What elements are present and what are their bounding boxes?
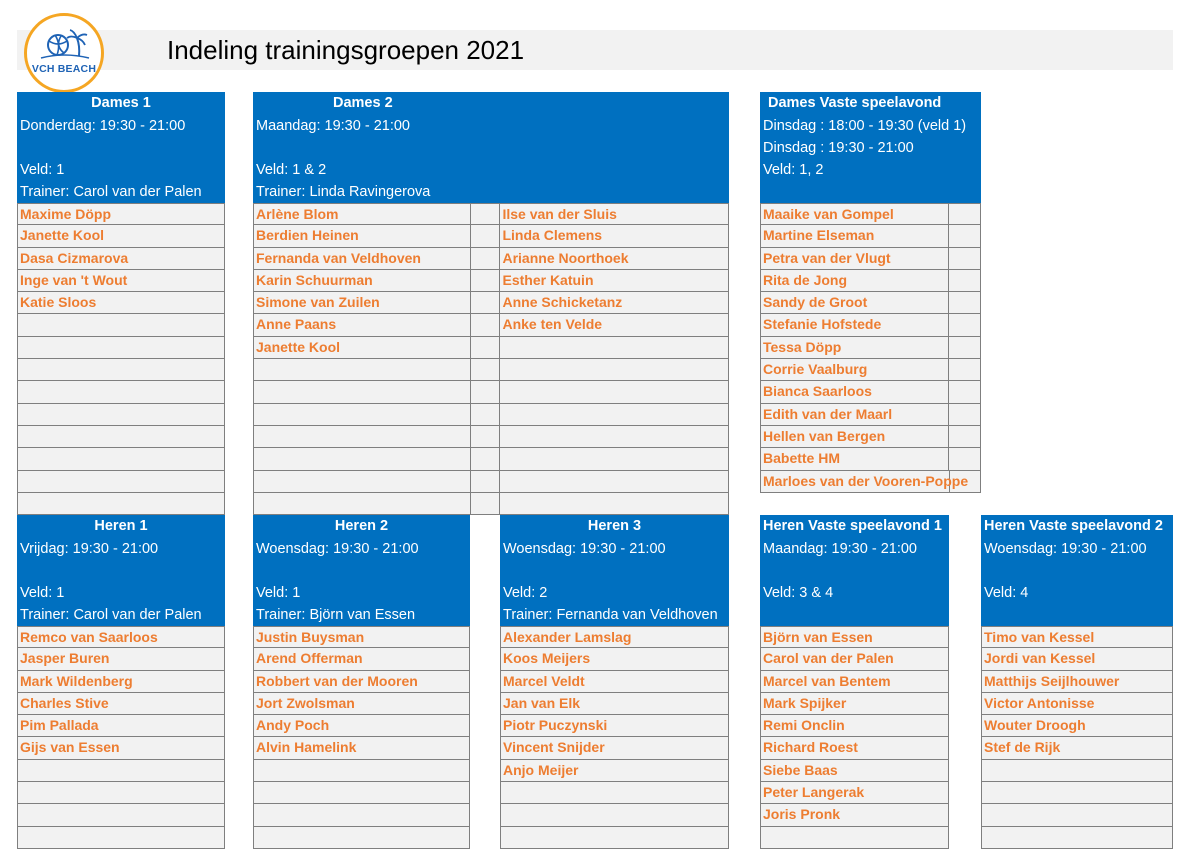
group-name: Dames 2: [333, 95, 393, 111]
spacer-cell: [471, 381, 501, 402]
member-name-cell: Carol van der Palen: [761, 648, 949, 669]
spacer-cell: [949, 204, 981, 224]
table-row: [761, 715, 949, 737]
member-name-cell: Anne Paans: [254, 314, 471, 335]
table-row: [254, 715, 470, 737]
table-row: [254, 782, 470, 804]
table-row: [254, 760, 470, 782]
spacer-cell: [949, 404, 981, 425]
member-name-cell: Siebe Baas: [761, 760, 949, 781]
spacer-cell: [949, 337, 981, 358]
member-name-cell: Jordi van Kessel: [982, 648, 1173, 669]
spacer-cell: [949, 292, 981, 313]
member-name-cell: Remi Onclin: [761, 715, 949, 736]
table-row: [761, 827, 949, 849]
group-dames-2: [253, 92, 729, 515]
member-name-cell: Timo van Kessel: [982, 627, 1173, 647]
group-day: Woensdag: 19:30 - 21:00: [256, 541, 419, 557]
table-row: [761, 471, 981, 493]
member-name-cell: Babette HM: [761, 448, 949, 469]
group-heren-vaste-speelavond-1: [760, 515, 949, 849]
member-list: [253, 626, 470, 849]
spacer-cell: [471, 292, 501, 313]
table-row: [254, 471, 729, 493]
member-name-cell: Linda Clemens: [500, 225, 729, 246]
table-row: [254, 626, 470, 648]
spacer-cell: [471, 314, 501, 335]
table-row: [18, 804, 225, 826]
group-name: Heren 1: [94, 518, 148, 534]
spacer-cell: [471, 204, 501, 224]
member-list: [253, 203, 729, 515]
spacer-cell: [949, 448, 981, 469]
member-list: [760, 626, 949, 849]
table-row: [18, 671, 225, 693]
spacer-cell: [471, 404, 501, 425]
member-name-cell: Peter Langerak: [761, 782, 949, 803]
table-row: [254, 337, 729, 359]
member-list: [17, 203, 225, 515]
group-heren-3: [500, 515, 729, 849]
member-name-cell: Justin Buysman: [254, 627, 470, 647]
group-name: Dames Vaste speelavond: [768, 95, 942, 111]
club-logo: [24, 13, 104, 93]
member-name-cell: Remco van Saarloos: [18, 627, 225, 647]
table-row: [18, 381, 225, 403]
member-name-cell: Anke ten Velde: [500, 314, 729, 335]
table-row: [982, 760, 1173, 782]
table-row: [982, 804, 1173, 826]
table-row: [761, 693, 949, 715]
table-row: [254, 804, 470, 826]
group-field: Veld: 4: [984, 585, 1029, 601]
group-header: [253, 515, 470, 626]
logo-text: VCH BEACH: [31, 63, 97, 75]
table-row: [18, 471, 225, 493]
table-row: [761, 671, 949, 693]
member-name-cell: Richard Roest: [761, 737, 949, 758]
member-name-cell: Janette Kool: [254, 337, 471, 358]
table-row: [18, 203, 225, 225]
spacer-cell: [950, 471, 981, 492]
member-name-cell: [254, 471, 471, 492]
member-name-cell: [254, 426, 471, 447]
table-row: [761, 359, 981, 381]
table-row: [18, 426, 225, 448]
member-name-cell: Mark Spijker: [761, 693, 949, 714]
member-name-cell: Stef de Rijk: [982, 737, 1173, 758]
group-day: Dinsdag : 18:00 - 19:30 (veld 1): [763, 118, 967, 134]
group-trainer: Trainer: Linda Ravingerova: [256, 184, 431, 200]
group-day: Woensdag: 19:30 - 21:00: [984, 541, 1147, 557]
group-field: Veld: 1: [20, 585, 65, 601]
table-row: [18, 359, 225, 381]
table-row: [18, 225, 225, 247]
member-name-cell: Pim Pallada: [18, 715, 225, 736]
member-list: [500, 626, 729, 849]
table-row: [501, 693, 729, 715]
member-name-cell: Petra van der Vlugt: [761, 248, 949, 269]
member-name-cell: Tessa Döpp: [761, 337, 949, 358]
member-name-cell: Marcel Veldt: [501, 671, 729, 692]
table-row: [501, 648, 729, 670]
member-name-cell: Marcel van Bentem: [761, 671, 949, 692]
member-name-cell: [501, 782, 729, 803]
table-row: [501, 671, 729, 693]
table-row: [501, 782, 729, 804]
member-name-cell: [254, 404, 471, 425]
member-name-cell: [501, 827, 729, 848]
table-row: [18, 448, 225, 470]
group-day: Donderdag: 19:30 - 21:00: [20, 118, 186, 134]
table-row: [761, 337, 981, 359]
spacer-cell: [471, 337, 501, 358]
page-title: Indeling trainingsgroepen 2021: [167, 35, 525, 65]
member-name-cell: Arianne Noorthoek: [500, 248, 729, 269]
table-row: [18, 404, 225, 426]
group-header: [17, 515, 225, 626]
member-name-cell: [254, 782, 470, 803]
member-name-cell: [18, 404, 225, 425]
group-trainer: Trainer: Carol van der Palen: [20, 607, 202, 623]
table-row: [982, 737, 1173, 759]
member-name-cell: Inge van 't Wout: [18, 270, 225, 291]
table-row: [254, 648, 470, 670]
member-name-cell: Joris Pronk: [761, 804, 949, 825]
spacer-cell: [949, 426, 981, 447]
member-name-cell: Katie Sloos: [18, 292, 225, 313]
spacer-cell: [471, 426, 501, 447]
table-row: [501, 626, 729, 648]
spacer-cell: [471, 248, 501, 269]
group-header: [981, 515, 1173, 626]
group-day: Vrijdag: 19:30 - 21:00: [20, 541, 159, 557]
member-name-cell: [18, 448, 225, 469]
member-name-cell: [18, 359, 225, 380]
member-name-cell: [18, 782, 225, 803]
member-name-cell: Wouter Droogh: [982, 715, 1173, 736]
member-name-cell: Vincent Snijder: [501, 737, 729, 758]
group-header: [760, 515, 949, 626]
member-name-cell: Anjo Meijer: [501, 760, 729, 781]
member-name-cell: [982, 804, 1173, 825]
table-row: [761, 626, 949, 648]
spacer-cell: [471, 493, 501, 514]
member-name-cell: [501, 804, 729, 825]
table-row: [254, 693, 470, 715]
member-name-cell: [500, 359, 729, 380]
member-name-cell: [18, 827, 225, 848]
table-row: [254, 448, 729, 470]
group-header: [253, 92, 729, 203]
member-name-cell: Jort Zwolsman: [254, 693, 470, 714]
table-row: [982, 782, 1173, 804]
group-heren-2: [253, 515, 470, 849]
table-row: [18, 827, 225, 849]
table-row: [761, 248, 981, 270]
group-field: Veld: 1 & 2: [256, 162, 327, 178]
table-row: [761, 314, 981, 336]
member-name-cell: Koos Meijers: [501, 648, 729, 669]
group-name: Heren Vaste speelavond 2: [984, 518, 1163, 534]
table-row: [18, 782, 225, 804]
group-field: Veld: 1: [256, 585, 301, 601]
member-name-cell: Dasa Cizmarova: [18, 248, 225, 269]
group-name: Heren 3: [587, 518, 642, 534]
member-name-cell: [18, 314, 225, 335]
member-name-cell: [982, 782, 1173, 803]
table-row: [761, 782, 949, 804]
member-name-cell: [254, 359, 471, 380]
group-header: [500, 515, 729, 626]
table-row: [982, 693, 1173, 715]
group-day: Woensdag: 19:30 - 21:00: [503, 541, 666, 557]
table-row: [18, 270, 225, 292]
spacer-cell: [949, 225, 981, 246]
member-name-cell: [500, 404, 729, 425]
table-row: [761, 737, 949, 759]
member-name-cell: [254, 381, 471, 402]
member-name-cell: Alvin Hamelink: [254, 737, 470, 758]
group-name: Dames 1: [91, 95, 151, 111]
member-name-cell: [500, 426, 729, 447]
table-row: [18, 648, 225, 670]
table-row: [501, 804, 729, 826]
table-row: [254, 248, 729, 270]
member-name-cell: [254, 827, 470, 848]
member-name-cell: Ilse van der Sluis: [500, 204, 729, 224]
spacer-cell: [471, 471, 501, 492]
member-name-cell: Karin Schuurman: [254, 270, 471, 291]
group-day: Maandag: 19:30 - 21:00: [256, 118, 410, 134]
member-list: [981, 626, 1173, 849]
table-row: [254, 381, 729, 403]
member-name-cell: Esther Katuin: [500, 270, 729, 291]
group-name: Heren Vaste speelavond 1: [763, 518, 942, 534]
member-name-cell: Piotr Puczynski: [501, 715, 729, 736]
member-name-cell: Jan van Elk: [501, 693, 729, 714]
member-name-cell: [18, 493, 225, 514]
member-name-cell: Rita de Jong: [761, 270, 949, 291]
table-row: [254, 671, 470, 693]
member-name-cell: Jasper Buren: [18, 648, 225, 669]
member-name-cell: Hellen van Bergen: [761, 426, 949, 447]
member-name-cell: [254, 448, 471, 469]
group-field: Veld: 2: [503, 585, 548, 601]
member-name-cell: [761, 827, 949, 848]
table-row: [254, 426, 729, 448]
spacer-cell: [471, 448, 501, 469]
table-row: [254, 404, 729, 426]
spacer-cell: [949, 381, 981, 402]
group-name: Heren 2: [334, 518, 389, 534]
table-row: [501, 827, 729, 849]
member-name-cell: Bianca Saarloos: [761, 381, 949, 402]
member-name-cell: Mark Wildenberg: [18, 671, 225, 692]
member-name-cell: Arlène Blom: [254, 204, 471, 224]
table-row: [761, 381, 981, 403]
member-name-cell: [18, 381, 225, 402]
table-row: [254, 737, 470, 759]
spacer-cell: [949, 359, 981, 380]
table-row: [18, 314, 225, 336]
table-row: [982, 626, 1173, 648]
member-name-cell: [254, 760, 470, 781]
table-row: [18, 760, 225, 782]
table-row: [18, 248, 225, 270]
member-name-cell: Maxime Döpp: [18, 204, 225, 224]
table-row: [18, 715, 225, 737]
spacer-cell: [949, 248, 981, 269]
member-name-cell: [254, 804, 470, 825]
member-name-cell: Stefanie Hofstede: [761, 314, 949, 335]
member-name-cell: Fernanda van Veldhoven: [254, 248, 471, 269]
member-name-cell: [254, 493, 471, 514]
table-row: [761, 804, 949, 826]
member-name-cell: Andy Poch: [254, 715, 470, 736]
member-name-cell: [982, 827, 1173, 848]
member-name-cell: [982, 760, 1173, 781]
group-field: Veld: 3 & 4: [763, 585, 834, 601]
member-name-cell: [500, 448, 729, 469]
table-row: [18, 337, 225, 359]
table-row: [982, 827, 1173, 849]
group-header: [17, 92, 225, 203]
member-name-cell: [500, 337, 729, 358]
table-row: [761, 760, 949, 782]
member-name-cell: Berdien Heinen: [254, 225, 471, 246]
group-day-2: Dinsdag : 19:30 - 21:00: [763, 140, 914, 156]
group-trainer: Trainer: Björn van Essen: [256, 607, 416, 623]
table-row: [18, 626, 225, 648]
member-name-cell: Martine Elseman: [761, 225, 949, 246]
table-row: [982, 648, 1173, 670]
member-name-cell: Marloes van der Vooren-Poppe: [761, 471, 950, 492]
member-name-cell: Matthijs Seijlhouwer: [982, 671, 1173, 692]
member-name-cell: Arend Offerman: [254, 648, 470, 669]
table-row: [254, 493, 729, 515]
group-heren-1: [17, 515, 225, 849]
member-name-cell: [18, 471, 225, 492]
table-row: [761, 292, 981, 314]
member-name-cell: [18, 804, 225, 825]
spacer-cell: [949, 270, 981, 291]
group-trainer: Trainer: Fernanda van Veldhoven: [503, 607, 718, 623]
table-row: [761, 648, 949, 670]
table-row: [501, 737, 729, 759]
spacer-cell: [949, 314, 981, 335]
member-name-cell: [500, 471, 729, 492]
member-name-cell: Robbert van der Mooren: [254, 671, 470, 692]
member-list: [17, 626, 225, 849]
member-name-cell: Corrie Vaalburg: [761, 359, 949, 380]
spacer-cell: [471, 270, 501, 291]
member-name-cell: Björn van Essen: [761, 627, 949, 647]
group-day: Maandag: 19:30 - 21:00: [763, 541, 917, 557]
table-row: [254, 827, 470, 849]
table-row: [254, 292, 729, 314]
member-name-cell: [18, 426, 225, 447]
table-row: [254, 314, 729, 336]
member-name-cell: Victor Antonisse: [982, 693, 1173, 714]
spacer-cell: [471, 359, 501, 380]
group-heren-vaste-speelavond-2: [981, 515, 1173, 849]
table-row: [18, 693, 225, 715]
table-row: [254, 203, 729, 225]
table-row: [18, 493, 225, 515]
table-row: [761, 203, 981, 225]
table-row: [254, 225, 729, 247]
table-row: [18, 292, 225, 314]
group-field: Veld: 1: [20, 162, 65, 178]
member-list: [760, 203, 981, 493]
member-name-cell: Charles Stive: [18, 693, 225, 714]
member-name-cell: Simone van Zuilen: [254, 292, 471, 313]
table-row: [761, 404, 981, 426]
table-row: [761, 225, 981, 247]
table-row: [761, 448, 981, 470]
table-row: [501, 760, 729, 782]
member-name-cell: Gijs van Essen: [18, 737, 225, 758]
member-name-cell: Maaike van Gompel: [761, 204, 949, 224]
member-name-cell: [500, 493, 729, 514]
table-row: [501, 715, 729, 737]
volleyball-palm-icon: [27, 16, 101, 90]
group-field: Veld: 1, 2: [763, 162, 824, 178]
spacer-cell: [471, 225, 501, 246]
member-name-cell: Sandy de Groot: [761, 292, 949, 313]
member-name-cell: Edith van der Maarl: [761, 404, 949, 425]
table-row: [254, 270, 729, 292]
table-row: [761, 426, 981, 448]
member-name-cell: [18, 337, 225, 358]
table-row: [761, 270, 981, 292]
table-row: [982, 715, 1173, 737]
group-trainer: Trainer: Carol van der Palen: [20, 184, 202, 200]
table-row: [254, 359, 729, 381]
member-name-cell: Janette Kool: [18, 225, 225, 246]
member-name-cell: [500, 381, 729, 402]
group-header: [760, 92, 981, 203]
group-dames-vaste-speelavond: [760, 92, 981, 493]
member-name-cell: Anne Schicketanz: [500, 292, 729, 313]
group-dames-1: [17, 92, 225, 515]
table-row: [18, 737, 225, 759]
table-row: [982, 671, 1173, 693]
member-name-cell: [18, 760, 225, 781]
member-name-cell: Alexander Lamslag: [501, 627, 729, 647]
